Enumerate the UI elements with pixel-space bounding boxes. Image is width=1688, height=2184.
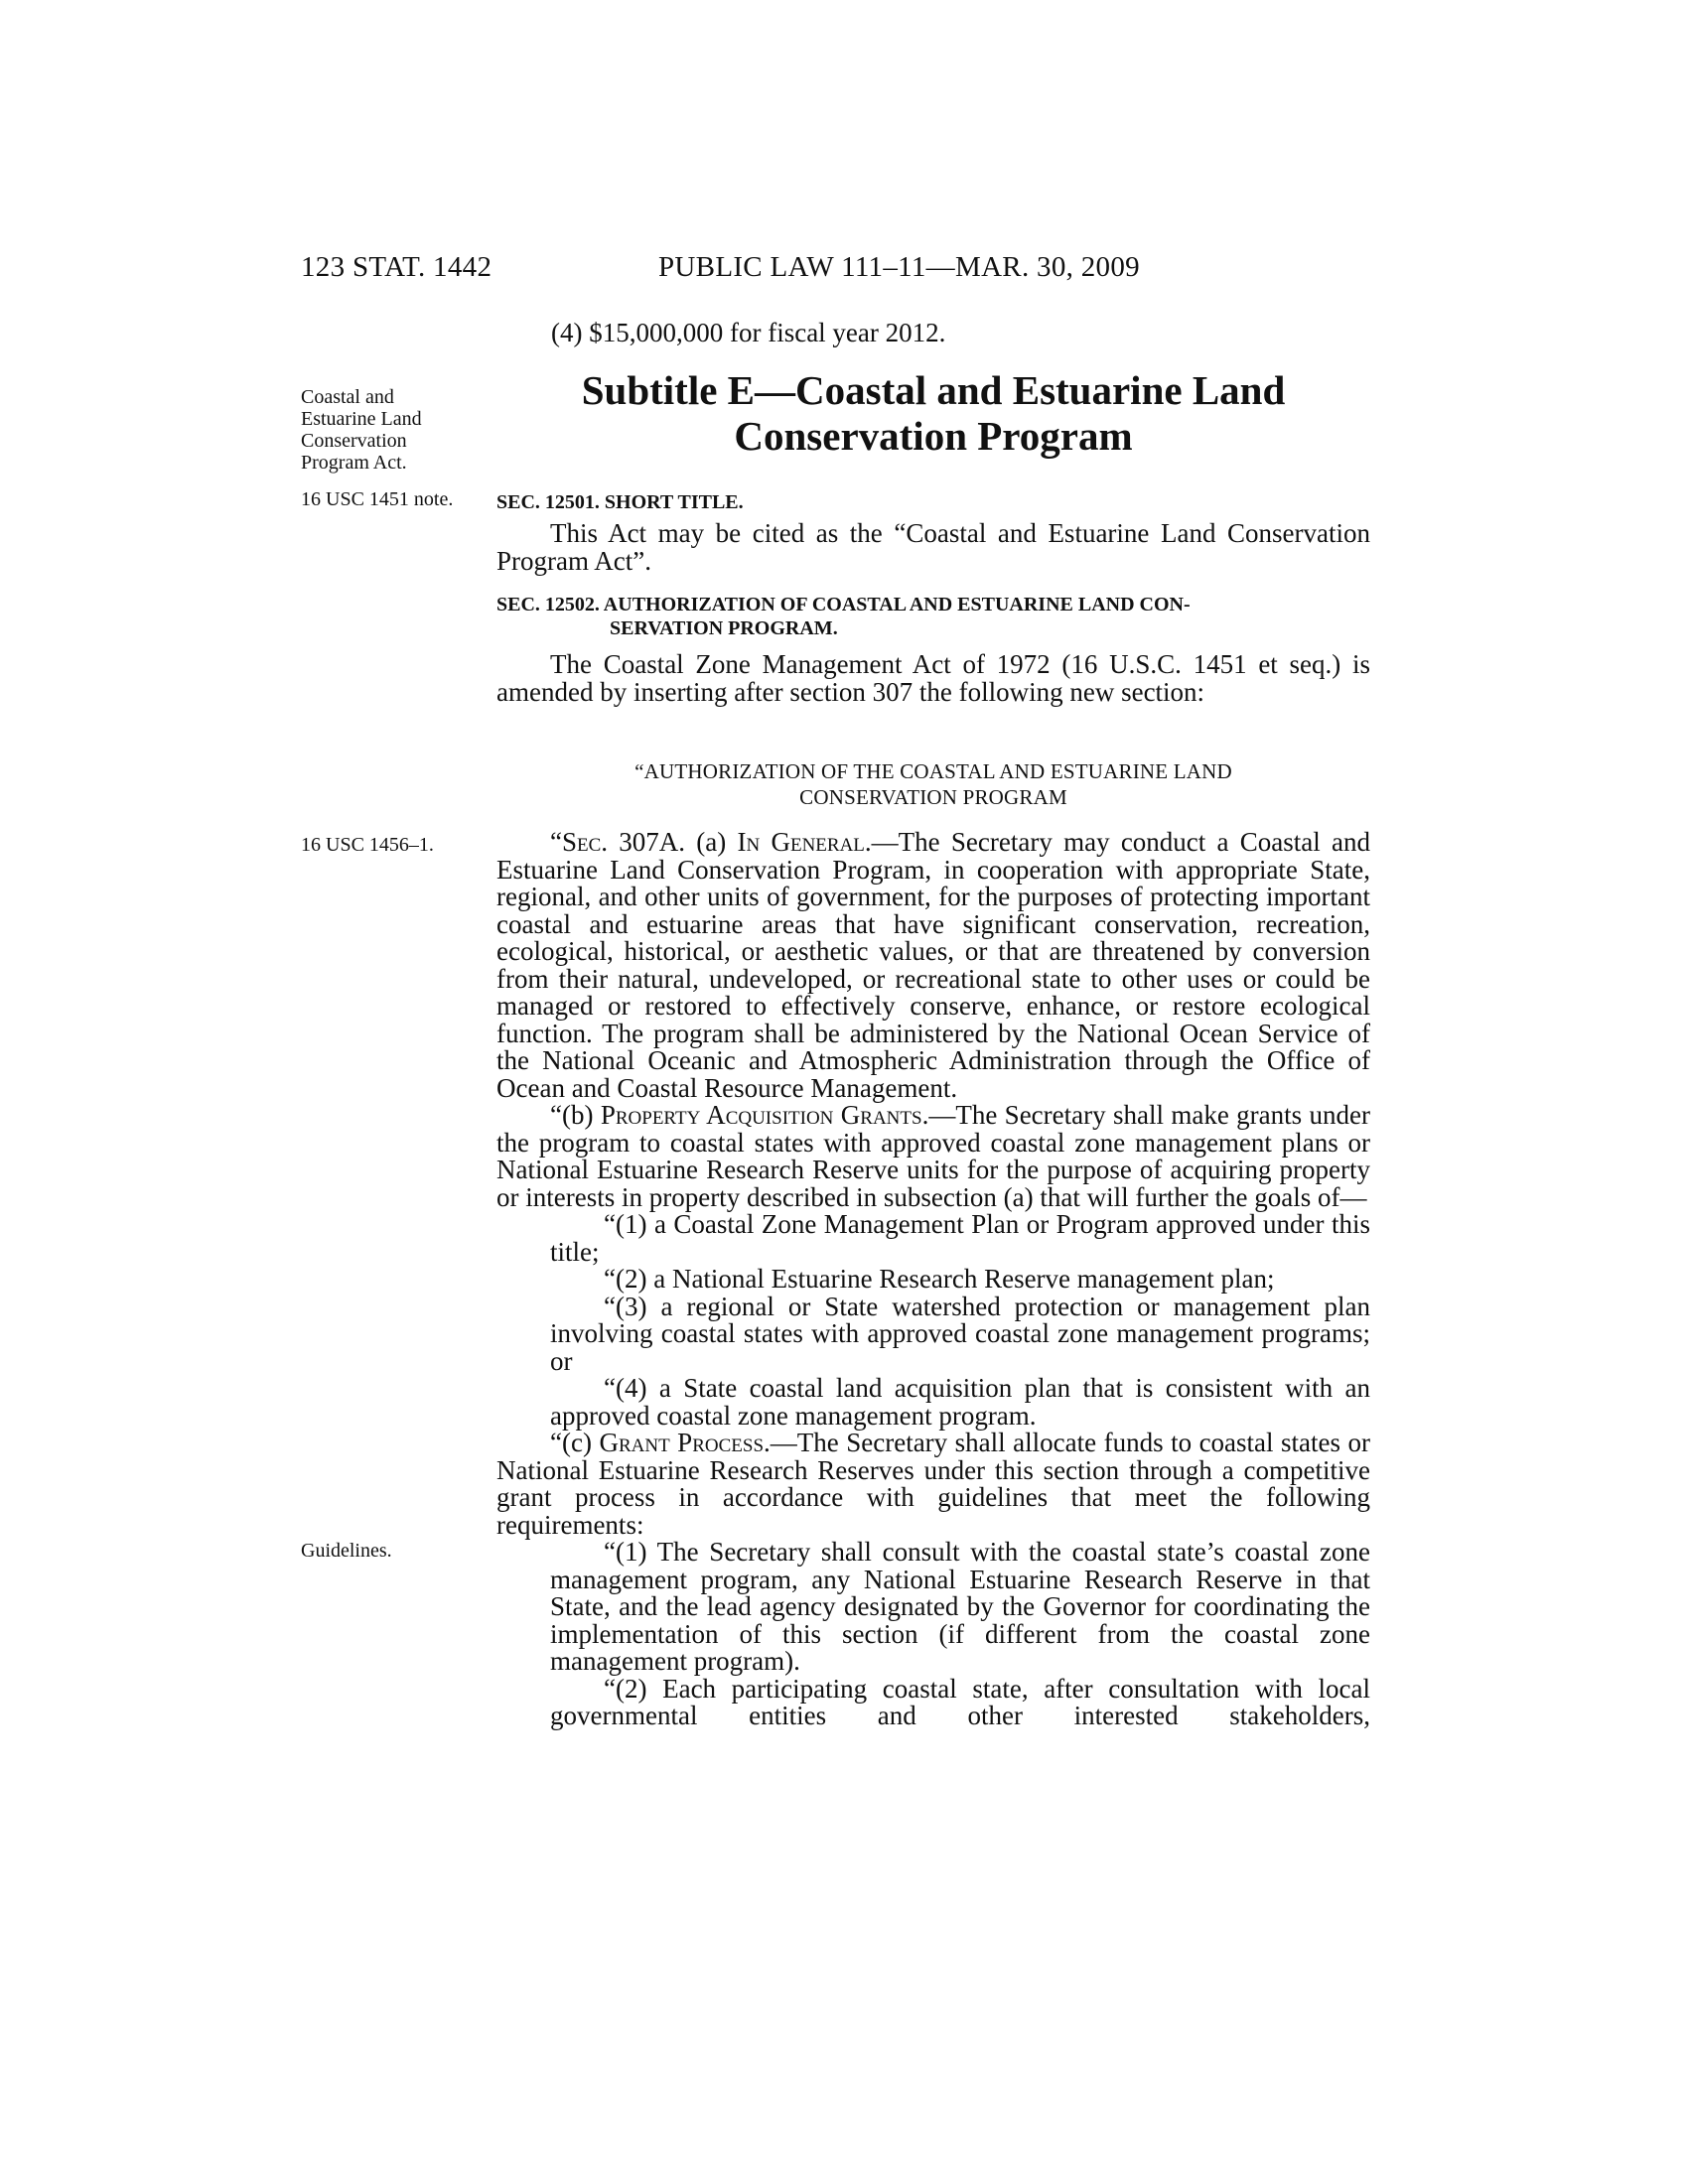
section-12501-heading: SEC. 12501. SHORT TITLE. <box>496 491 744 513</box>
paragraph-c2: “(2) Each participating coastal state, after consultation with local governmental entities and other interested stakeholders, <box>550 1673 1370 1730</box>
margin-note-usc-1451: 16 USC 1451 note. <box>301 488 454 510</box>
subtitle-line-2: Conservation Program <box>734 413 1133 459</box>
paragraph-b3: “(3) a regional or State watershed protection or management plan involving coastal states with approved coastal zone management programs; or <box>550 1291 1370 1376</box>
paragraph-b1: “(1) a Coastal Zone Management Plan or Program approved under this title; <box>550 1209 1370 1267</box>
section-12502-text <box>496 651 1370 706</box>
margin-note-guidelines: Guidelines. <box>301 1540 392 1562</box>
margin-note-act-name: Coastal and Estuarine Land Conservation Program Act. <box>301 386 422 474</box>
paragraph-c1: “(1) The Secretary shall consult with the coastal state’s coastal zone management program, any National Estuarine Research Reserve in that State, and the lead agency designated by the Governor for coordinating the implementation of this section (if different from the coastal zone management program). <box>550 1537 1370 1676</box>
section-12501-text <box>496 520 1370 575</box>
inserted-section-heading <box>496 758 1370 810</box>
section-307a-body <box>496 829 1370 1730</box>
section-12502-heading-line-2: SERVATION PROGRAM. <box>610 617 838 639</box>
section-12502-heading <box>496 593 1370 640</box>
carryover-line: (4) $15,000,000 for fiscal year 2012. <box>551 318 946 347</box>
subsection-b-property-acquisition-grants: “(b) Property Acquisition Grants.—The Secretary shall make grants under the program to coastal states with approved coastal zone management plans or National Estuarine Research Reserve units for the purpose of acquiring property or interests in property described in subsection (a) that will further the goals of— <box>496 1100 1371 1212</box>
section-12501-paragraph: This Act may be cited as the “Coastal and Estuarine Land Conservation Program Act”. <box>496 518 1370 576</box>
paragraph-b4: “(4) a State coastal land acquisition plan that is consistent with an approved coastal zone management program. <box>550 1373 1370 1431</box>
section-12502-paragraph: The Coastal Zone Management Act of 1972 (16 U.S.C. 1451 et seq.) is amended by inserting after section 307 the following new section: <box>496 649 1370 707</box>
subsection-a-in-general: “Sec. 307A. (a) In General.—The Secretary may conduct a Coastal and Estuarine Land Conservation Program, in cooperation with appropriate State, regional, and other units of government, for the purposes of protecting important coastal and estuarine areas that have significant conservation, recreation, ecological, historical, or aesthetic values, or that are threatened by conversion from their natural, undeveloped, or recreational state to other uses or could be managed or restored to effectively conserve, enhance, or restore ecological function. The program shall be administered by the National Ocean Service of the National Oceanic and Atmospheric Administration through the Office of Ocean and Coastal Resource Management. <box>496 827 1370 1103</box>
page-stat-citation: 123 STAT. 1442 <box>301 251 492 283</box>
subsection-c-grant-process: “(c) Grant Process.—The Secretary shall allocate funds to coastal states or National Estuarine Research Reserves under this section through a competitive grant process in accordance with guidelines that meet the following requirements: <box>496 1428 1370 1540</box>
paragraph-b2: “(2) a National Estuarine Research Reserve management plan; <box>604 1264 1275 1294</box>
inserted-heading-line-2: CONSERVATION PROGRAM <box>799 785 1067 809</box>
subtitle-heading <box>496 367 1370 459</box>
public-law-header: PUBLIC LAW 111–11—MAR. 30, 2009 <box>658 251 1140 283</box>
section-12502-heading-line-1: SEC. 12502. AUTHORIZATION OF COASTAL AND ESTUARINE LAND CON- <box>496 594 1191 615</box>
subtitle-line-1: Subtitle E—Coastal and Estuarine Land <box>581 367 1286 413</box>
margin-note-usc-1456: 16 USC 1456–1. <box>301 834 434 856</box>
inserted-heading-line-1: “AUTHORIZATION OF THE COASTAL AND ESTUARINE LAND <box>634 759 1232 783</box>
